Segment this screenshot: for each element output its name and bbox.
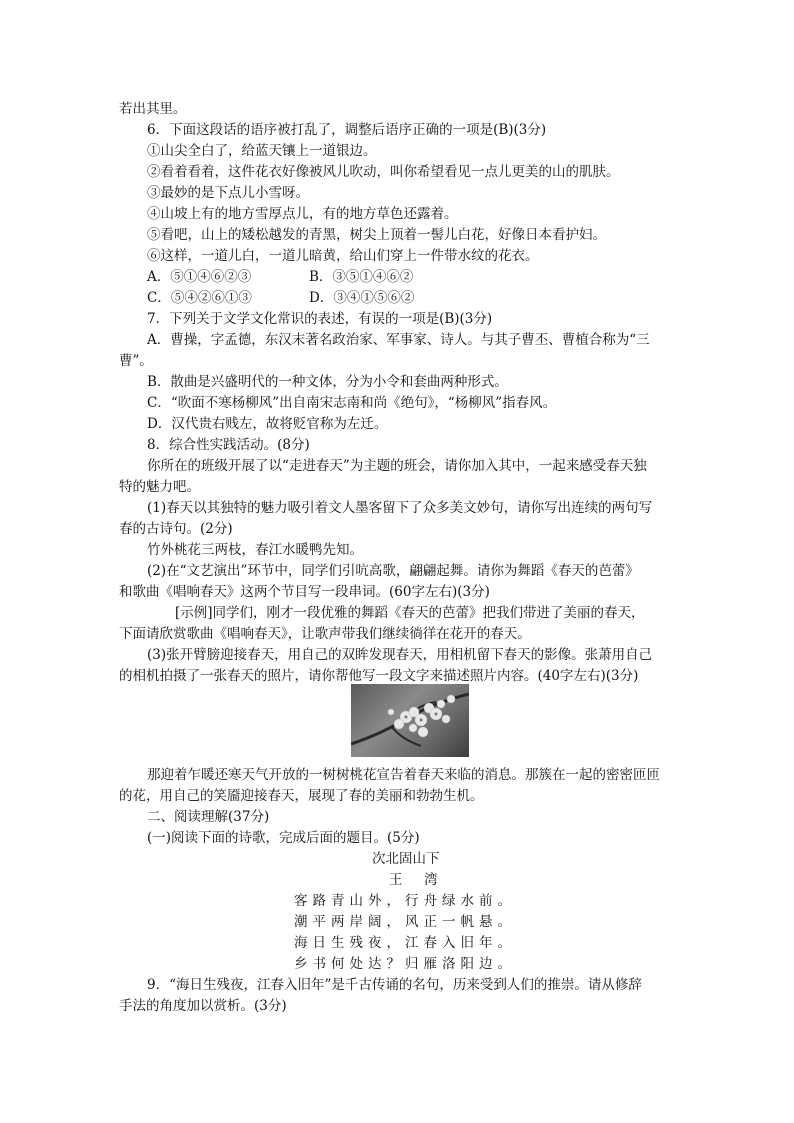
q8-part3-answer: 那迎着乍暖还寒天气开放的一树树桃花宣告着春天来临的消息。那簇在一起的密密匝匝	[147, 767, 660, 783]
poem-title: 次北固山下	[372, 851, 440, 867]
option-b: B．③⑤①④⑥②	[309, 269, 414, 285]
q7-option-a: A．曹操，字孟德，东汉末著名政治家、军事家、诗人。与其子曹丕、曹植合称为“三	[147, 332, 650, 348]
text-line: 若出其里。	[119, 101, 187, 117]
q7-option-b: B．散曲是兴盛明代的一种文体，分为小令和套曲两种形式。	[147, 374, 508, 390]
reading-part1-instruction: (一)阅读下面的诗歌，完成后面的题目。(5分)	[147, 830, 420, 846]
sentence-1: ①山尖全白了，给蓝天镶上一道银边。	[147, 143, 377, 159]
q7-option-c: C．“吹面不寒杨柳风”出自南宋志南和尚《绝句》，“杨柳风”指春风。	[147, 395, 557, 411]
q8-part2-answer-cont: 下面请欣赏歌曲《唱响春天》，让歌声带我们继续徜徉在花开的春天。	[119, 626, 531, 642]
poem-verse-1: 客路青山外，行舟绿水前。	[294, 893, 516, 909]
q8-part3-answer-cont: 的花，用自己的笑靥迎接春天，展现了春的美丽和勃勃生机。	[119, 788, 484, 804]
q8-part3-cont: 的相机拍摄了一张春天的照片，请你帮他写一段文字来描述照片内容。(40字左右)(3分)	[119, 668, 639, 684]
q8-intro: 你所在的班级开展了以“走进春天”为主题的班会，请你加入其中，一起来感受春天独	[147, 458, 647, 474]
q8-part3: (3)张开臂膀迎接春天，用自己的双眸发现春天，用相机留下春天的影像。张萧用自己	[147, 647, 653, 663]
question-9-stem: 9．“海日生残夜，江春入旧年”是千古传诵的名句，历来受到人们的推崇。请从修辞	[147, 977, 642, 993]
option-a: A．⑤①④⑥②③	[147, 269, 252, 285]
poem-verse-3: 海日生残夜，江春入旧年。	[294, 935, 516, 951]
poem-verse-2: 潮平两岸阔，风正一帆悬。	[294, 914, 516, 930]
option-d: D．③④①⑤⑥②	[309, 290, 415, 306]
poem-verse-4: 乡书何处达？归雁洛阳边。	[294, 956, 516, 972]
section-heading-reading: 二、阅读理解(37分)	[147, 809, 270, 825]
blossom-icon	[351, 684, 469, 757]
q7-option-a-cont: 曹”。	[119, 353, 153, 369]
q8-intro-cont: 特的魅力吧。	[119, 479, 200, 495]
question-9-stem-cont: 手法的角度加以赏析。(3分)	[119, 998, 287, 1014]
q8-part2-answer: [示例]同学们，刚才一段优雅的舞蹈《春天的芭蕾》把我们带进了美丽的春天，	[175, 605, 645, 621]
poem-author: 王 湾	[389, 872, 442, 888]
question-7-stem: 7．下列关于文学文化常识的表述，有误的一项是(B)(3分)	[147, 311, 493, 327]
sentence-2: ②看着看着，这件花衣好像被风儿吹动，叫你希望看见一点儿更美的山的肌肤。	[147, 164, 620, 180]
sentence-5: ⑤看吧，山上的矮松越发的青黑，树尖上顶着一髻儿白花，好像日本看护妇。	[147, 227, 606, 243]
q7-option-d: D．汉代贵右贱左，故将贬官称为左迁。	[147, 416, 388, 432]
sentence-6: ⑥这样，一道儿白，一道儿暗黄，给山们穿上一件带水纹的花衣。	[147, 248, 539, 264]
q8-part2-cont: 和歌曲《唱响春天》这两个节目写一段串词。(60字左右)(3分)	[119, 584, 490, 600]
q8-part1-answer: 竹外桃花三两枝，春江水暖鸭先知。	[147, 542, 363, 558]
question-6-stem: 6．下面这段话的语序被打乱了，调整后语序正确的一项是(B)(3分)	[147, 122, 547, 138]
q8-part2: (2)在“文艺演出”环节中，同学们引吭高歌，翩翩起舞。请你为舞蹈《春天的芭蕾》	[147, 563, 639, 579]
q8-part1-cont: 春的古诗句。(2分)	[119, 521, 233, 537]
question-8-stem: 8．综合性实践活动。(8分)	[147, 437, 310, 453]
q8-part1: (1)春天以其独特的魅力吸引着文人墨客留下了众多美文妙句，请你写出连续的两句写	[147, 500, 653, 516]
option-c: C．⑤④②⑥①③	[147, 290, 252, 306]
sentence-3: ③最妙的是下点儿小雪呀。	[147, 185, 309, 201]
sentence-4: ④山坡上有的地方雪厚点儿，有的地方草色还露着。	[147, 206, 458, 222]
peach-blossom-photo	[351, 684, 469, 757]
